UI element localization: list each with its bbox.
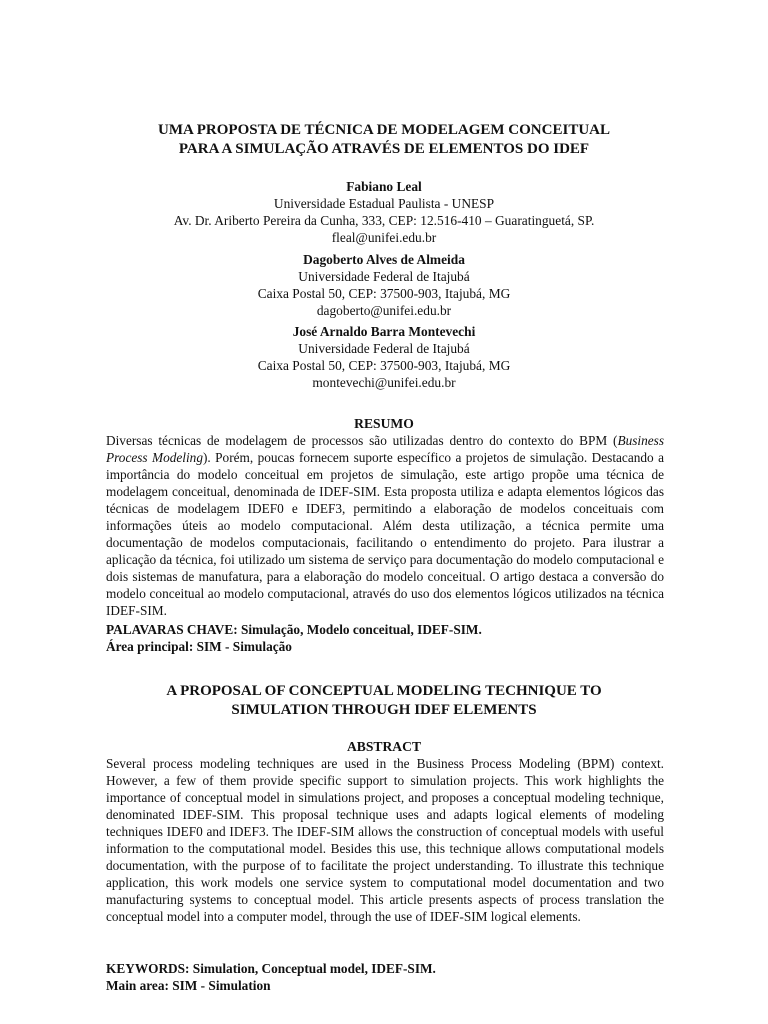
resumo-text-start: Diversas técnicas de modelagem de processos são utilizadas dentro do contexto do BPM ( — [106, 433, 618, 448]
author-address: Caixa Postal 50, CEP: 37500-903, Itajubá, MG — [257, 358, 511, 373]
resumo-text-italic: Business Process Modeling — [106, 433, 664, 465]
author-institution: Universidade Federal de Itajubá — [298, 269, 470, 284]
abstract-text: Several process modeling techniques are used in the Business Process Modeling (BPM) context. However, a few of them provide specific support to simulation projects. This work highlights the importance of conceptual model in simulations project, and proposes a conceptual modeling technique, denominated IDEF-SIM. This proposal technique uses and adapts logical elements of modeling techniques IDEF0 and IDEF3. The IDEF-SIM allows the construction of conceptual models with useful information to the computational model. Besides this use, this technique allows computational models documentation, with the purpose of to facilitate the project understanding. To illustrate this technique application, this work models one service system to computational model documentation and two manufacturing systems to conceptual model. This article presents aspects of process translation the conceptual model into a computer model, through the use of IDEF-SIM logical elements. — [106, 756, 664, 924]
author-email: dagoberto@unifei.edu.br — [316, 303, 452, 318]
title-pt-line-1: UMA PROPOSTA DE TÉCNICA DE MODELAGEM CONCEITUAL — [158, 122, 610, 138]
author-name: Dagoberto Alves de Almeida — [303, 252, 465, 267]
palavras-chave: PALAVARAS CHAVE: Simulação, Modelo conceitual, IDEF-SIM. — [106, 622, 482, 637]
author-name: José Arnaldo Barra Montevechi — [292, 324, 476, 339]
author-name: Fabiano Leal — [346, 179, 422, 194]
author-block-3 — [0, 323, 768, 391]
resumo-heading: RESUMO — [354, 416, 414, 431]
author-block-1 — [0, 178, 768, 246]
main-area: Main area: SIM - Simulation — [106, 978, 271, 993]
abstract-keywords-block — [106, 960, 666, 994]
resumo-text — [106, 432, 664, 619]
abstract-heading: ABSTRACT — [346, 739, 422, 754]
resumo-keywords-block — [106, 621, 666, 655]
paper-title-pt — [0, 121, 768, 159]
title-pt-line-2: PARA A SIMULAÇÃO ATRAVÉS DE ELEMENTOS DO IDEF — [178, 141, 590, 157]
area-principal: Área principal: SIM - Simulação — [106, 639, 292, 654]
title-en-line-1: A PROPOSAL OF CONCEPTUAL MODELING TECHNIQUE TO — [166, 683, 602, 699]
author-address: Av. Dr. Ariberto Pereira da Cunha, 333, CEP: 12.516-410 – Guaratinguetá, SP. — [173, 213, 595, 228]
paper-title-en — [0, 682, 768, 720]
resumo-text-end: ). Porém, poucas fornecem suporte específico a projetos de simulação. Destacando a importância do modelo conceitual em projetos de simulação, este artigo propõe uma técnica de modelagem conceitual, denominada de IDEF-SIM. Esta proposta utiliza e adapta elementos lógicos das técnicas de modelagem IDEF0 e IDEF3, permitindo a elaboração de modelos conceituais com informações úteis ao modelo computacional. Além desta utilização, a técnica permite uma documentação de modelos computacionais, facilitando o entendimento do projeto. Para ilustrar a aplicação da técnica, foi utilizado um sistema de serviço para documentação do modelo computacional e dois sistemas de manufatura, para a elaboração do modelo conceitual. O artigo destaca a conversão do modelo conceitual ao modelo computacional, através do uso dos elementos lógicos utilizados na técnica IDEF-SIM. — [106, 450, 664, 618]
author-institution: Universidade Estadual Paulista - UNESP — [273, 196, 495, 211]
author-address: Caixa Postal 50, CEP: 37500-903, Itajubá, MG — [257, 286, 511, 301]
author-block-2 — [0, 251, 768, 319]
title-en-line-2: SIMULATION THROUGH IDEF ELEMENTS — [231, 702, 537, 718]
author-email: fleal@unifei.edu.br — [331, 230, 437, 245]
author-institution: Universidade Federal de Itajubá — [298, 341, 470, 356]
author-email: montevechi@unifei.edu.br — [312, 375, 456, 390]
keywords: KEYWORDS: Simulation, Conceptual model, IDEF-SIM. — [106, 961, 436, 976]
